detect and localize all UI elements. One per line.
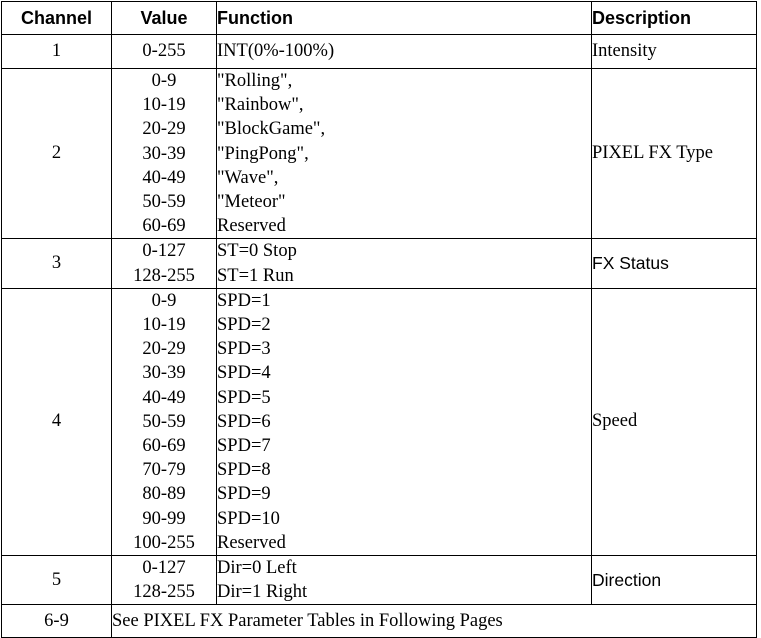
value-range: 30-39 [142,363,186,384]
value-cell [112,239,217,288]
table-row [2,288,757,555]
function-entry: SPD=1 [217,290,271,311]
description-cell: Intensity [592,35,757,69]
value-range: 10-19 [142,95,186,116]
header-channel: Channel [2,2,112,35]
function-entry: ST=1 Run [217,265,294,286]
value-range: 40-49 [142,387,186,408]
description-cell: FX Status [592,239,757,288]
header-description: Description [592,2,757,35]
description-cell: Speed [592,288,757,555]
table-row [2,35,757,69]
channel-cell: 4 [2,288,112,555]
function-entry: Reserved [217,532,286,553]
value-range: 128-255 [133,265,195,286]
table-row [2,239,757,288]
function-cell [217,556,592,605]
function-entry: "BlockGame", [217,119,326,140]
function-entry: Dir=0 Left [217,558,297,579]
value-range: 50-59 [142,192,186,213]
function-cell [217,69,592,239]
table-header-row [2,2,757,35]
function-entry: "PingPong", [217,143,309,164]
value-range: 60-69 [142,436,186,457]
function-entry: SPD=4 [217,363,271,384]
footer-note: See PIXEL FX Parameter Tables in Following Pages [112,605,757,638]
value-range: 80-89 [142,484,186,505]
function-entry: SPD=7 [217,436,271,457]
value-range: 40-49 [142,167,186,188]
function-entry: SPD=10 [217,508,280,529]
header-value: Value [112,2,217,35]
value-range: 70-79 [142,460,186,481]
table-row [2,556,757,605]
function-cell [217,239,592,288]
value-range: 60-69 [142,216,186,237]
header-function: Function [217,2,592,35]
function-entry: SPD=8 [217,460,271,481]
function-entry: "Meteor" [217,192,286,213]
function-entry: "Wave", [217,167,279,188]
value-range: 100-255 [133,532,195,553]
function-entry: ST=0 Stop [217,241,297,262]
value-range: 0-255 [142,41,186,62]
value-range: 10-19 [142,315,186,336]
value-cell [112,69,217,239]
value-range: 0-127 [142,558,186,579]
function-entry: Dir=1 Right [217,582,308,603]
function-entry: SPD=3 [217,339,271,360]
value-range: 0-9 [151,290,177,311]
channel-cell: 5 [2,556,112,605]
channel-cell: 6-9 [2,605,112,638]
function-entry: "Rainbow", [217,95,304,116]
table-row [2,69,757,239]
function-entry: INT(0%-100%) [217,41,335,62]
description-cell: PIXEL FX Type [592,69,757,239]
function-entry: SPD=5 [217,387,271,408]
channel-cell: 3 [2,239,112,288]
function-entry: Reserved [217,216,286,237]
description-cell: Direction [592,556,757,605]
value-range: 90-99 [142,508,186,529]
table-row-footer [2,605,757,638]
value-cell [112,556,217,605]
value-cell [112,288,217,555]
value-range: 0-9 [151,71,177,91]
channel-cell: 1 [2,35,112,69]
function-entry: SPD=9 [217,484,271,505]
value-range: 50-59 [142,411,186,432]
function-cell [217,288,592,555]
value-range: 30-39 [142,143,186,164]
value-range: 20-29 [142,119,186,140]
function-cell [217,35,592,69]
value-range: 0-127 [142,241,186,262]
value-cell [112,35,217,69]
channel-cell: 2 [2,69,112,239]
function-entry: SPD=6 [217,411,271,432]
function-entry: "Rolling", [217,71,293,91]
value-range: 20-29 [142,339,186,360]
function-entry: SPD=2 [217,315,271,336]
dmx-channel-table [1,1,757,638]
value-range: 128-255 [133,582,195,603]
